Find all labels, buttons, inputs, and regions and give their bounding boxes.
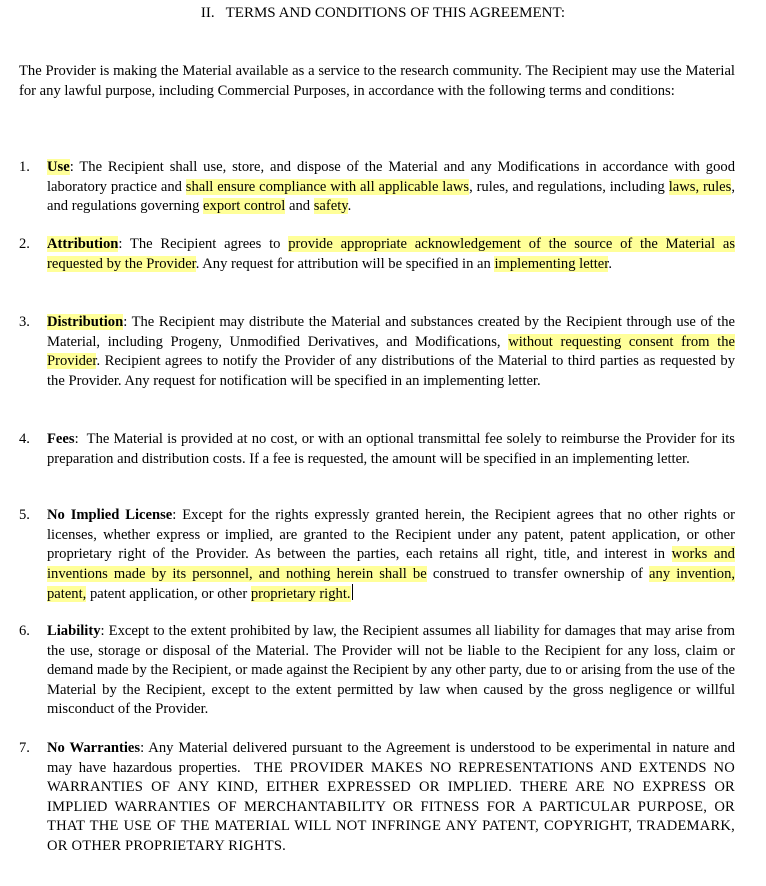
item-number: 3. [19,314,30,330]
item-number: 5. [19,507,30,523]
item-number: 4. [19,431,30,447]
item-title: Attribution [47,236,119,252]
item-title: Distribution [47,314,124,330]
highlight: laws, rules [668,178,732,195]
highlight: safety [313,198,348,215]
item-title: No Implied License [47,507,173,523]
highlight: export control [203,198,286,215]
term-item-attribution [19,235,735,274]
intro-paragraph: The Provider is making the Material available as a service to the research community. The Recipient may use the Material for any lawful purpose, including Commercial Purposes, in accordance with the following terms and conditions: [19,63,735,99]
highlight: implementing letter [494,255,609,272]
item-number: 6. [19,623,30,639]
item-number: 7. [19,740,30,756]
item-title: Use [47,159,70,175]
term-item-no-implied-license [19,506,735,605]
item-text: Distribution: The Recipient may distribute the Material and substances created by the Recipient through use of the Material, including Progeny, Unmodified Derivatives, and Modifications, without requesting consent from the Provider. Recipient agrees to notify the Provider of any distributions of the Material to third parties as requested by the Provider. Any request for notification will be specified in an implementing letter. [47,314,735,389]
item-number: 1. [19,159,30,175]
highlight: works and inventions made by its personnel, and nothing herein shall be [47,546,735,582]
item-title: Liability [47,623,101,639]
term-item-fees [19,430,735,469]
highlight: without requesting consent from the Provider [47,333,735,370]
item-text: Attribution: The Recipient agrees to provide appropriate acknowledgement of the source of the Material as requested by the Provider. Any request for attribution will be specified in an implementing letter. [47,236,735,272]
highlight: any invention, patent, [47,565,736,603]
highlight: shall ensure compliance with all applicable laws [185,178,470,195]
highlight: provide appropriate acknowledgement of the source of the Material as requested by the Provider [47,236,735,272]
highlight: proprietary right. [250,586,351,603]
item-text: No Implied License: Except for the rights expressly granted herein, the Recipient agrees that no other rights or licenses, whether express or implied, are granted to the Recipient under any patent, patent application, or other proprietary right of the Provider. As between the parties, each retains all right, title, and interest in works and inventions made by its personnel, and nothing herein shall be construed to transfer ownership of any invention, patent, patent application, or other proprietary right. [47,507,736,603]
term-item-liability [19,622,735,720]
term-item-use [19,158,735,217]
disclaimer-caps: THE PROVIDER MAKES NO REPRESENTATIONS AND EXTENDS NO WARRANTIES OF ANY KIND, EITHER EXPRESSED OR IMPLIED. THERE ARE NO EXPRESS OR IMPLIED WARRANTIES OF MERCHANTABILITY OR FITNESS FOR A PARTICULAR PURPOSE, OR THAT THE USE OF THE MATERIAL WILL NOT INFRINGE ANY PATENT, COPYRIGHT, TRADEMARK, OR OTHER PROPRIETARY RIGHTS. [47,759,736,854]
term-item-distribution [19,313,735,391]
item-text: Use: The Recipient shall use, store, and dispose of the Material and any Modifications in accordance with good laboratory practice and shall ensure compliance with all applicable laws, rules, and regulations, including laws, rules, and regulations governing export control and safety. [47,159,735,215]
text-cursor [352,584,353,600]
item-number: 2. [19,236,30,252]
item-text: Fees: The Material is provided at no cost, or with an optional transmittal fee solely to reimburse the Provider for its preparation and distribution costs. If a fee is requested, the amount will be specified in an implementing letter. [47,431,735,467]
section-heading: II. TERMS AND CONDITIONS OF THIS AGREEMENT: [200,5,566,21]
item-title: Fees [47,431,75,447]
item-text: Liability: Except to the extent prohibited by law, the Recipient assumes all liability for damages that may arise from the use, storage or disposal of the Material. The Provider will not be liable to the Recipient for any loss, claim or demand made by the Recipient, or made against the Recipient by any other party, due to or arising from the use of the Material by the Recipient, except to the extent permitted by law when caused by the gross negligence or willful misconduct of the Provider. [47,623,735,718]
item-title: No Warranties [47,740,141,756]
term-item-no-warranties [19,739,735,857]
item-text: No Warranties: Any Material delivered pursuant to the Agreement is understood to be experimental in nature and may have hazardous properties. THE PROVIDER MAKES NO REPRESENTATIONS AND EXTENDS NO WARRANTIES OF ANY KIND, EITHER EXPRESSED OR IMPLIED. THERE ARE NO EXPRESS OR IMPLIED WARRANTIES OF MERCHANTABILITY OR FITNESS FOR A PARTICULAR PURPOSE, OR THAT THE USE OF THE MATERIAL WILL NOT INFRINGE ANY PATENT, COPYRIGHT, TRADEMARK, OR OTHER PROPRIETARY RIGHTS. [47,740,736,854]
